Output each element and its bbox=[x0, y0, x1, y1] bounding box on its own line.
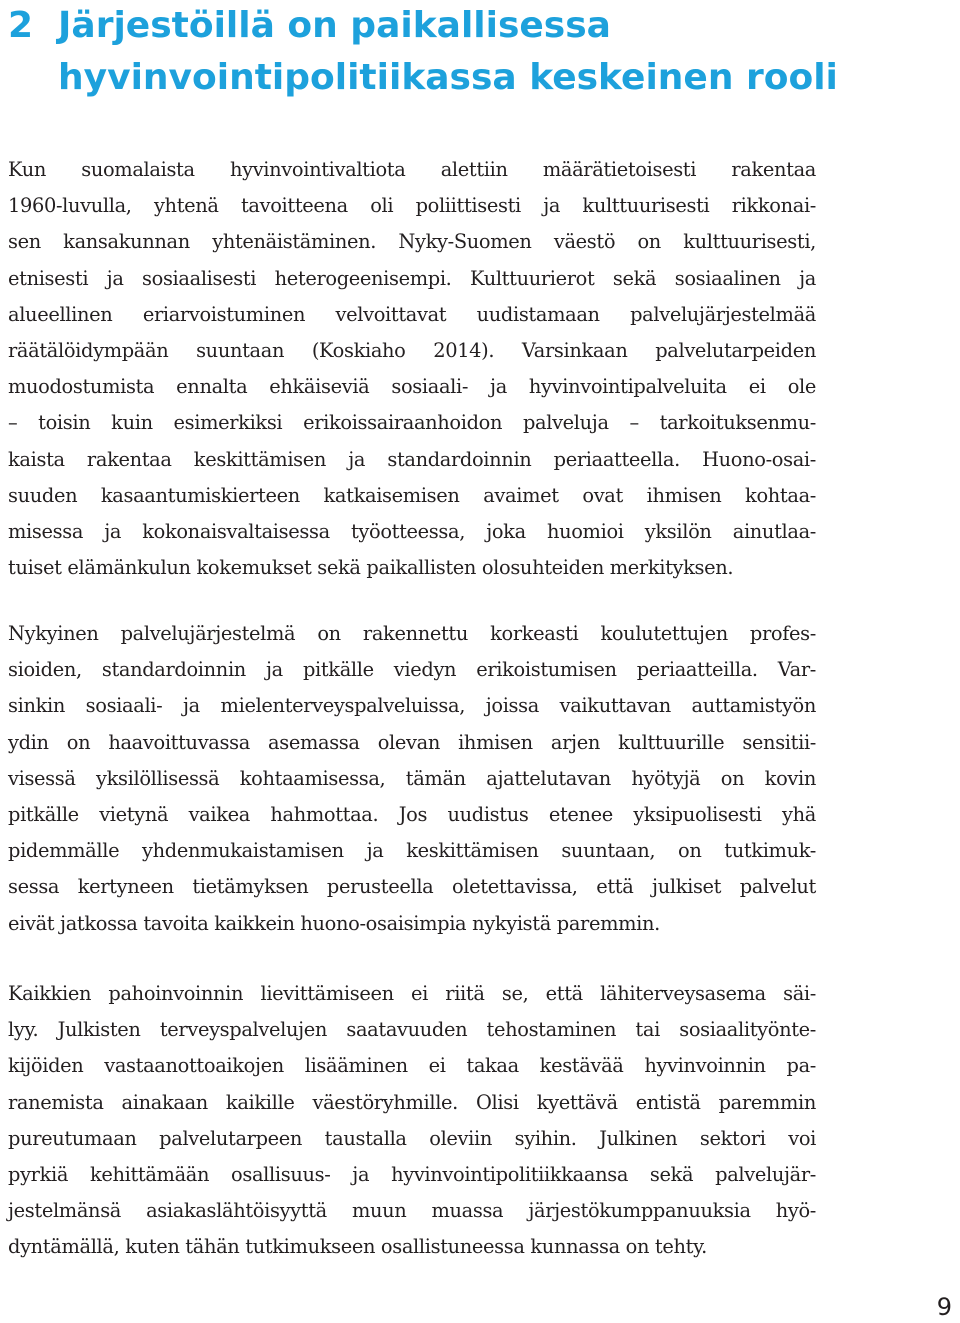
text-line: etnisesti ja sosiaalisesti heterogeenisempi. Kulttuurierot sekä sosiaalinen ja bbox=[8, 266, 816, 290]
text-line: kijöiden vastaanottoaikojen lisääminen ei takaa kestävää hyvinvoinnin pa- bbox=[8, 1054, 816, 1078]
paragraph-3 bbox=[8, 976, 816, 1266]
text-line: sinkin sosiaali- ja mielenterveyspalveluissa, joissa vaikuttavan auttamistyön bbox=[8, 694, 816, 718]
text-line: Nykyinen palvelujärjestelmä on rakennettu korkeasti koulutettujen profes- bbox=[8, 622, 816, 645]
text-line: misessa ja kokonaisvaltaisessa työotteessa, joka huomioi yksilön ainutlaa- bbox=[8, 520, 816, 544]
text-line: pureutumaan palvelutarpeen taustalla oleviin syihin. Julkinen sektori voi bbox=[8, 1126, 816, 1150]
text-line: kaista rakentaa keskittämisen ja standardoinnin periaatteella. Huono-osai- bbox=[8, 447, 816, 471]
text-line: tuiset elämänkulun kokemukset sekä paikallisten olosuhteiden merkityksen. bbox=[8, 556, 734, 580]
text-line: alueellinen eriarvoistuminen velvoittavat uudistamaan palvelujärjestelmää bbox=[8, 302, 816, 326]
text-line: räätälöidympään suuntaan (Koskiaho 2014). Varsinkaan palvelutarpeiden bbox=[8, 339, 816, 363]
text-line: ydin on haavoittuvassa asemassa olevan ihmisen arjen kulttuurille sensitii- bbox=[8, 730, 816, 754]
text-line: sioiden, standardoinnin ja pitkälle viedyn erikoistumisen periaatteilla. Var- bbox=[8, 658, 816, 682]
paragraph-2 bbox=[8, 616, 816, 942]
text-line: muodostumista ennalta ehkäiseviä sosiaali- ja hyvinvointipalveluita ei ole bbox=[8, 375, 816, 399]
section-heading bbox=[8, 0, 948, 104]
text-line: pidemmälle yhdenmukaistamisen ja keskittämisen suuntaan, on tutkimuk- bbox=[8, 839, 816, 863]
page-number: 9 bbox=[936, 1293, 952, 1321]
paragraph-1 bbox=[8, 152, 816, 586]
text-line: lyy. Julkisten terveyspalvelujen saatavuuden tehostaminen tai sosiaalityönte- bbox=[8, 1018, 816, 1042]
section-title-line-1: Järjestöillä on paikallisessa bbox=[58, 5, 611, 46]
text-line: visessä yksilöllisessä kohtaamisessa, tämän ajattelutavan hyötyjä on kovin bbox=[8, 766, 816, 790]
text-line: pitkälle vietynä vaikea hahmottaa. Jos uudistus etenee yksipuolisesti yhä bbox=[8, 803, 816, 827]
text-line: ranemista ainakaan kaikille väestöryhmille. Olisi kyettävä entistä paremmin bbox=[8, 1090, 816, 1114]
text-line: sessa kertyneen tietämyksen perusteella oletettavissa, että julkiset palvelut bbox=[8, 875, 816, 899]
text-line: sen kansakunnan yhtenäistäminen. Nyky-Suomen väestö on kulttuurisesti, bbox=[8, 230, 816, 254]
text-line: suuden kasaantumiskierteen katkaisemisen avaimet ovat ihmisen kohtaa- bbox=[8, 483, 816, 507]
text-line: Kun suomalaista hyvinvointivaltiota alettiin määrätietoisesti rakentaa bbox=[8, 158, 816, 181]
text-line: Kaikkien pahoinvoinnin lievittämiseen ei riitä se, että lähiterveysasema säi- bbox=[8, 982, 816, 1005]
text-line: 1960-luvulla, yhtenä tavoitteena oli poliittisesti ja kulttuurisesti rikkonai- bbox=[8, 194, 816, 218]
text-line: jestelmänsä asiakaslähtöisyyttä muun muassa järjestökumppanuuksia hyö- bbox=[8, 1199, 816, 1223]
text-line: dyntämällä, kuten tähän tutkimukseen osallistuneessa kunnassa on tehty. bbox=[8, 1235, 707, 1259]
section-title-line-2: hyvinvointipolitiikassa keskeinen rooli bbox=[58, 57, 838, 98]
section-number: 2 bbox=[8, 5, 34, 46]
text-line: – toisin kuin esimerkiksi erikoissairaanhoidon palveluja – tarkoituksenmu- bbox=[8, 411, 816, 435]
text-line: eivät jatkossa tavoita kaikkein huono-osaisimpia nykyistä paremmin. bbox=[8, 911, 660, 935]
text-line: pyrkiä kehittämään osallisuus- ja hyvinvointipolitiikkaansa sekä palvelujär- bbox=[8, 1163, 816, 1187]
